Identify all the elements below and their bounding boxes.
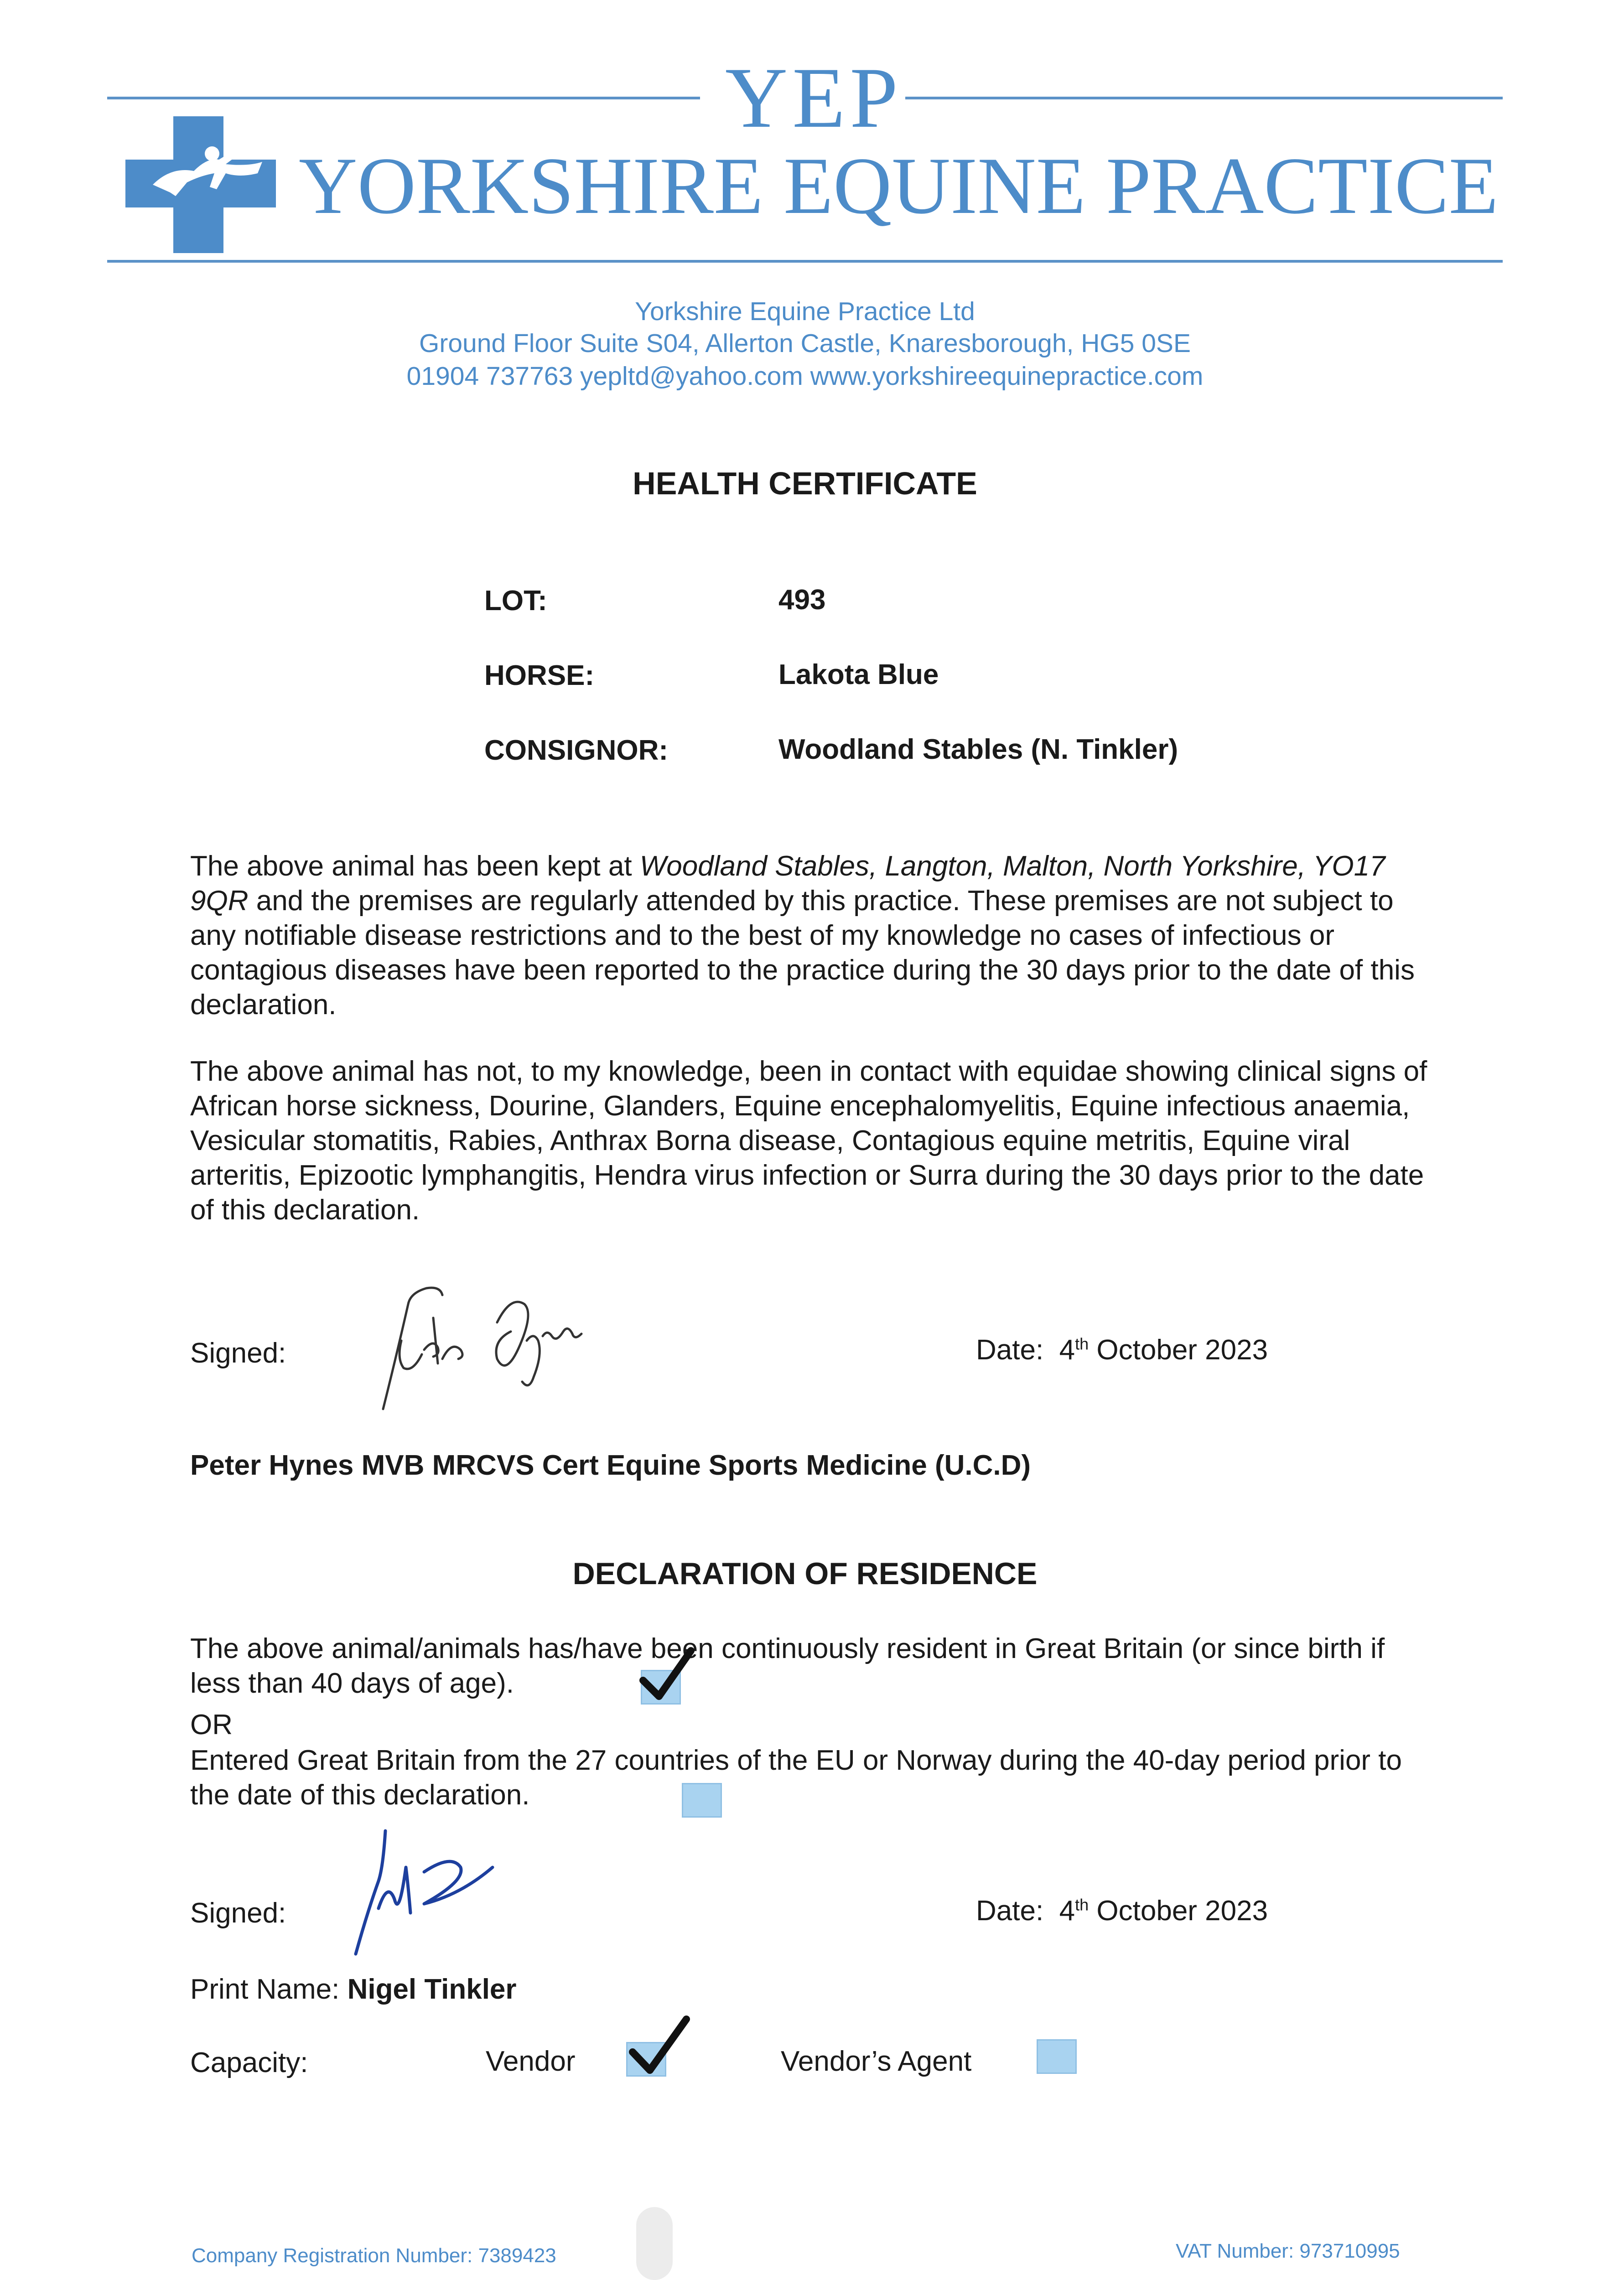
footer-smudge xyxy=(636,2207,673,2280)
vet-date-suffix: th xyxy=(1075,1334,1089,1353)
horse-label: HORSE: xyxy=(484,660,595,691)
premises-lead: The above animal has been kept at xyxy=(190,850,640,882)
agent-checkbox[interactable] xyxy=(1037,2039,1077,2074)
vat-number: VAT Number: 973710995 xyxy=(1176,2240,1400,2262)
vet-date xyxy=(976,1334,1268,1366)
vendor-date-label: Date: xyxy=(976,1895,1044,1927)
vendor-date-rest: October 2023 xyxy=(1096,1895,1268,1927)
premises-place: Woodland Stables, Langton, Malton, North Yorkshire, YO17 9QR xyxy=(190,850,1385,917)
lot-label: LOT: xyxy=(484,585,547,617)
agent-option-label: Vendor’s Agent xyxy=(781,2046,972,2077)
consignor-label: CONSIGNOR: xyxy=(484,735,668,766)
equine-cross-logo xyxy=(125,116,280,253)
header-rule-right xyxy=(905,97,1503,99)
print-name xyxy=(190,1973,517,2005)
company-registration: Company Registration Number: 7389423 xyxy=(192,2244,556,2267)
capacity-label: Capacity: xyxy=(190,2047,308,2078)
vet-name: Peter Hynes MVB MRCVS Cert Equine Sports Medicine (U.C.D) xyxy=(190,1450,1031,1481)
eu-entry-checkbox[interactable] xyxy=(682,1783,722,1818)
print-name-value: Nigel Tinkler xyxy=(347,1974,517,2005)
print-name-label: Print Name: xyxy=(190,1974,340,2005)
or-text: OR xyxy=(190,1709,233,1741)
header-rule-bottom xyxy=(107,260,1503,263)
premises-paragraph xyxy=(190,849,1431,1022)
vet-date-label: Date: xyxy=(976,1334,1044,1366)
vet-signature xyxy=(365,1272,684,1423)
company-address: Ground Floor Suite S04, Allerton Castle, Knaresborough, HG5 0SE xyxy=(419,329,1191,358)
vendor-date-day: 4 xyxy=(1059,1895,1075,1927)
consignor-value: Woodland Stables (N. Tinkler) xyxy=(778,734,1178,765)
vendor-signed-label: Signed: xyxy=(190,1897,286,1929)
header-rule-left xyxy=(107,97,700,99)
vet-date-day: 4 xyxy=(1059,1334,1075,1366)
vendor-date-suffix: th xyxy=(1075,1895,1089,1914)
horse-value: Lakota Blue xyxy=(778,659,939,690)
practice-acronym: YEP xyxy=(725,50,903,146)
residence-option1: The above animal/animals has/have been continuously resident in Great Britain (or since birth if less than 40 days of age). xyxy=(190,1633,1385,1699)
vendor-option-label: Vendor xyxy=(486,2046,576,2077)
company-contact: 01904 737763 yepltd@yahoo.com www.yorkshireequinepractice.com xyxy=(406,362,1204,391)
vet-date-rest: October 2023 xyxy=(1096,1334,1268,1366)
vet-signed-label: Signed: xyxy=(190,1337,286,1369)
disease-paragraph: The above animal has not, to my knowledge, been in contact with equidae showing clinical signs of African horse sickness, Dourine, Glanders, Equine encephalomyelitis, Equine infectious anaemia, Vesicular stomatitis, Rabies, Anthrax Borna disease, Contagious equine metritis, Equine viral arteritis, Epizootic lymphangitis, Hendra virus infection or Surra during the 30 days prior to the date of this declaration. xyxy=(190,1056,1427,1226)
residence-title: DECLARATION OF RESIDENCE xyxy=(572,1556,1038,1591)
vendor-date xyxy=(976,1895,1268,1927)
certificate-title: HEALTH CERTIFICATE xyxy=(633,466,977,501)
company-name: Yorkshire Equine Practice Ltd xyxy=(635,297,975,326)
resident-checkmark-icon xyxy=(638,1646,702,1710)
residence-option2: Entered Great Britain from the 27 countries of the EU or Norway during the 40-day period prior to the date of this declaration. xyxy=(190,1745,1402,1811)
premises-rest: and the premises are regularly attended by this practice. These premises are not subject to any notifiable disease restrictions and to the best of my knowledge no cases of infectious or contagious diseases have been reported to the practice during the 30 days prior to the date of this declaration. xyxy=(190,885,1415,1021)
vendor-checkmark-icon xyxy=(627,2016,695,2084)
lot-value: 493 xyxy=(778,584,826,616)
vendor-signature xyxy=(347,1817,538,1963)
practice-name: YORKSHIRE EQUINE PRACTICE xyxy=(299,140,1499,231)
